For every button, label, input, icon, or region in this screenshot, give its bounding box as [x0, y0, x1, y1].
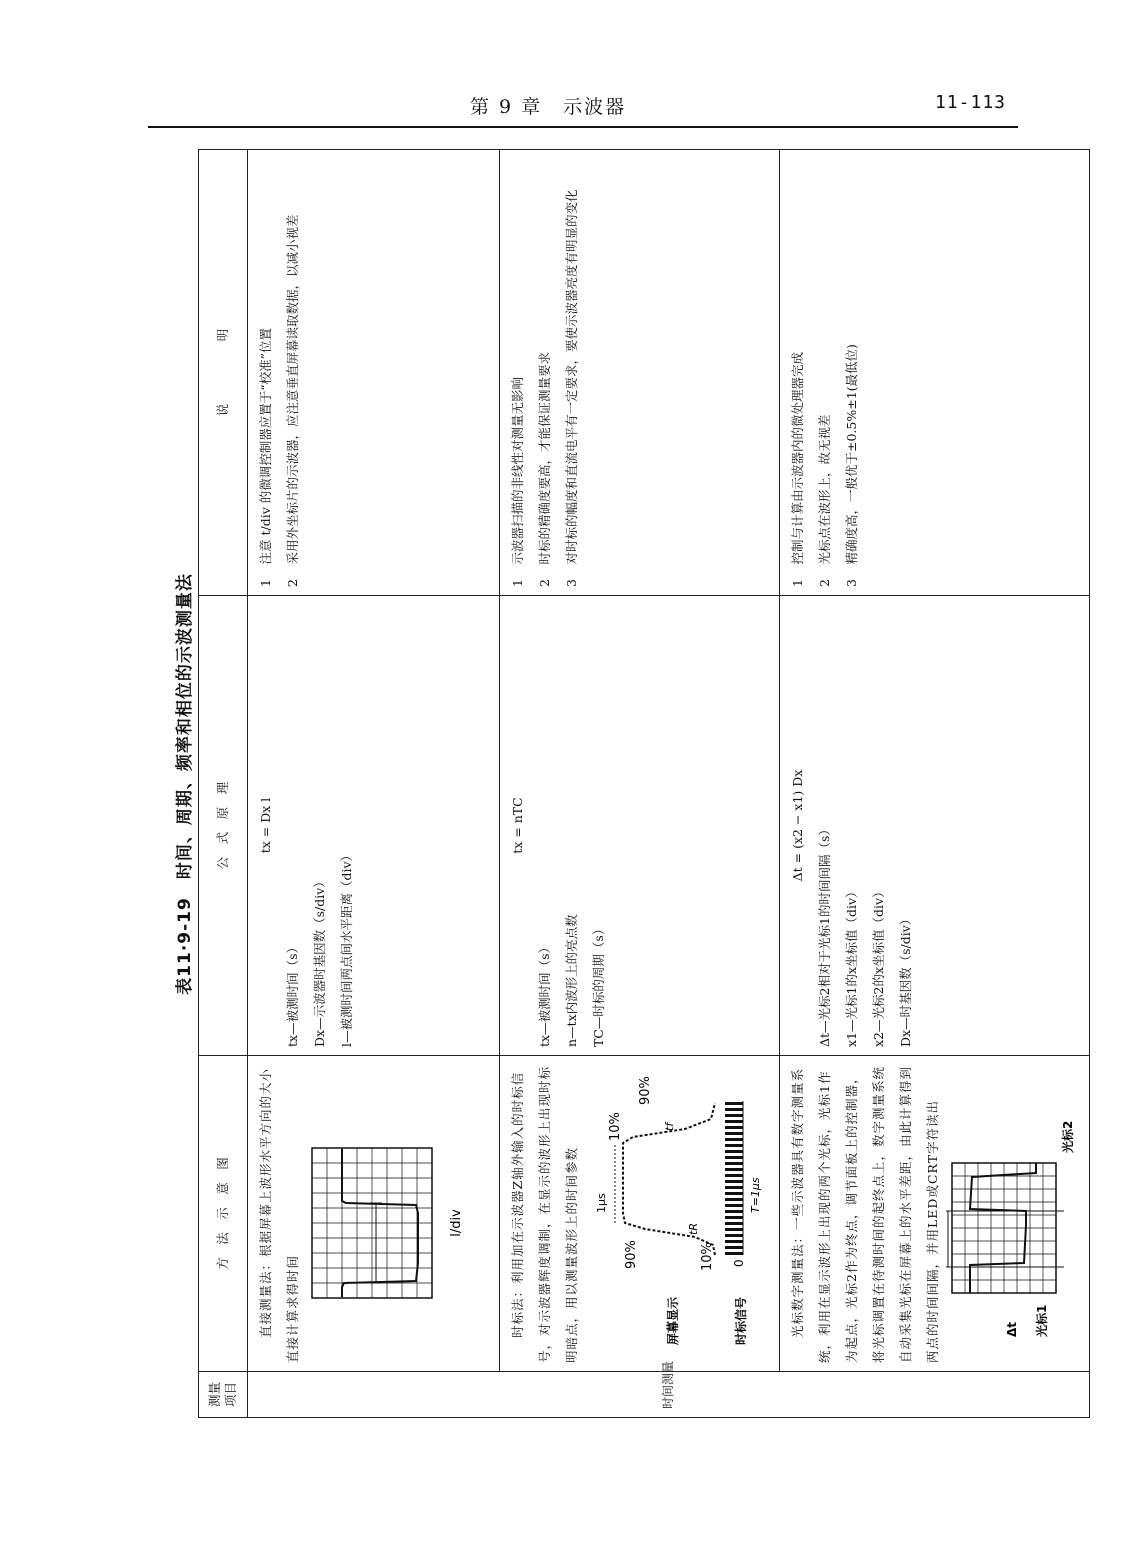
formula-line: tx—被测时间（s）	[285, 941, 300, 1047]
notes-cell: 1注意 t/div 的微调控制器应置于“校准”位置 2采用外坐标片的示波器，应注意垂直屏幕读取数据，以减小视差	[248, 150, 500, 596]
note-text: 对时标的幅度和直流电平有一定要求，要使示波器亮度有明显的变化	[564, 189, 579, 565]
col-header-item: 测量项目	[199, 1372, 248, 1418]
marker-signal-label: 时标信号	[734, 1296, 748, 1345]
formula-line: Dx—时基因数（s/div）	[898, 912, 913, 1047]
note-text: 时标的精确度要高，才能保证测量要求	[537, 351, 552, 565]
rise-time-label: tR	[687, 1223, 700, 1235]
method-text: 直接测量法：根据屏幕上波形水平方向的大小直接计算求得时间	[258, 1067, 300, 1363]
delta-t-label: Δt	[1005, 1321, 1019, 1337]
formula-cell	[248, 596, 500, 1056]
zero-label: 0	[732, 1259, 746, 1267]
table-header-row	[199, 150, 248, 1418]
page-number: 11-113	[934, 92, 1006, 113]
table-row	[780, 150, 1090, 1418]
fall-time-label: tf	[663, 1122, 676, 1131]
screen-display-label: 屏幕显示	[666, 1296, 680, 1345]
note-text: 注意 t/div 的微调控制器应置于“校准”位置	[258, 327, 273, 565]
formula-line: n—tx内波形上的亮点数	[564, 914, 579, 1047]
method-cell	[780, 1056, 1090, 1372]
formula-line: x1—光标1的x坐标值（div）	[844, 885, 859, 1047]
formula-line: Dx—示波器时基因数（s/div）	[312, 875, 327, 1047]
formula-cell	[780, 596, 1090, 1056]
formula-main: tx = nTC	[510, 797, 525, 854]
table-caption: 表11·9-19 时间、周期、频率和相位的示波测量法	[175, 573, 195, 995]
formula-line: Δt—光标2相对于光标1的时间间隔（s）	[817, 823, 832, 1047]
formula-line: tx—被测时间（s）	[537, 941, 552, 1047]
marker-pulse-train	[725, 1102, 743, 1255]
note-text: 精确度高，一般优于±0.5%±1(最低位)	[844, 344, 859, 565]
note-text: 采用外坐标片的示波器，应注意垂直屏幕读取数据，以减小视差	[285, 214, 300, 565]
col-header-formula: 公 式 原 理	[199, 596, 248, 1056]
category-char: 量	[661, 1360, 675, 1373]
table-row	[500, 150, 780, 1418]
cursor-2-label: 光标2	[1061, 1120, 1075, 1153]
note-text: 控制与计算由示波器内的微处理器完成	[790, 351, 805, 565]
pct-90-right: 90%	[638, 1076, 653, 1105]
formula-main: tx = Dx l	[258, 797, 273, 854]
formula-main: Δt = (x2 − x1) Dx	[790, 769, 805, 882]
pct-10-left: 10%	[700, 1242, 715, 1271]
chapter-title: 第 9 章 示波器	[470, 96, 627, 118]
formula-line: TC—时标的周期（s）	[591, 922, 606, 1047]
direct-measurement-diagram	[306, 1063, 476, 1363]
rotated-table-region	[170, 150, 1075, 1418]
table-row	[248, 150, 500, 1418]
pct-90-left: 90%	[624, 1240, 639, 1269]
note-text: 光标点在波形上，故无视差	[817, 414, 832, 565]
screen-grid	[952, 1163, 1056, 1293]
measurement-table	[198, 149, 1090, 1418]
category-char: 间	[661, 1384, 675, 1397]
formula-line: x2—光标2的x坐标值（div）	[871, 885, 886, 1047]
note-text: 示波器扫描的非线性对测量无影响	[510, 376, 525, 565]
category-char: 时	[661, 1396, 675, 1409]
pct-10-right: 10%	[608, 1112, 623, 1141]
category-char: 测	[661, 1372, 675, 1385]
time-marker-diagram	[585, 1063, 765, 1363]
col-header-method: 方 法 示 意 图	[199, 1056, 248, 1372]
col-header-notes: 说 明	[199, 150, 248, 596]
l-div-label: l/div	[449, 1209, 464, 1237]
method-text: 光标数字测量法：一些示波器具有数字测量系统，利用在显示波形上出现的两个光标，光标1作为起点，光标2作为终点，调节面板上的控制器，将光标调置在待测时间的起终点上，数字测量系统自动采集光标在屏幕上的水平差距，由此计算得到两点的时间间隔，并用LED或CRT字符读出	[790, 1065, 940, 1363]
notes-cell: 1控制与计算由示波器内的微处理器完成 2光标点在波形上，故无视差 3精确度高，一般优于±0.5%±1(最低位)	[780, 150, 1090, 596]
method-cell	[248, 1056, 500, 1372]
header-rule	[148, 126, 1018, 128]
page-header	[148, 92, 1018, 132]
cursor-1-label: 光标1	[1035, 1304, 1049, 1337]
formula-line: l—被测时间两点间水平距离（div）	[339, 848, 354, 1047]
screen-grid	[312, 1148, 432, 1298]
notes-cell: 1示波器扫描的非线性对测量无影响 2时标的精确度要高，才能保证测量要求 3对时标的幅度和直流电平有一定要求，要使示波器亮度有明显的变化	[500, 150, 780, 596]
one-microsecond-label: 1μs	[595, 1193, 608, 1213]
category-cell	[248, 1360, 1090, 1418]
period-label: T=1μs	[749, 1177, 762, 1213]
formula-cell	[500, 596, 780, 1056]
method-cell	[500, 1056, 780, 1372]
method-text: 时标法：利用加在示波器Z轴外输入的时标信号，对示波器辉度调制，在显示的波形上出现时标明暗点，用以测量波形上的时间参数	[510, 1065, 579, 1363]
cursor-measurement-diagram	[946, 1063, 1076, 1363]
